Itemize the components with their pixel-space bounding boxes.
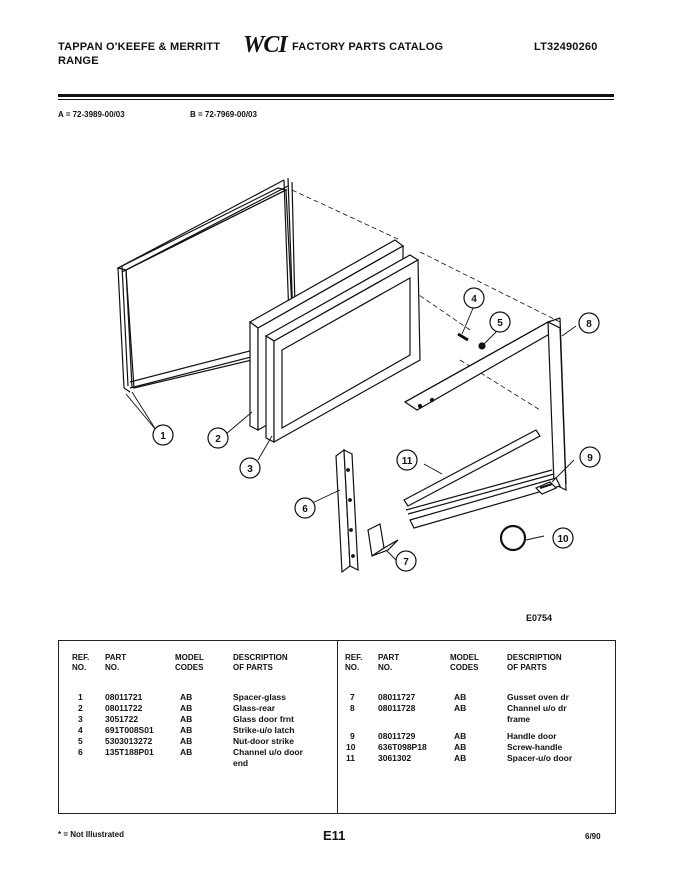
model-a: A = 72-3989-00/03 <box>58 110 125 119</box>
callout-1: 1 <box>160 431 166 442</box>
channel-door-end <box>336 450 358 572</box>
header-desc-left: DESCRIPTION OF PARTS <box>233 653 288 672</box>
catalog-id: LT32490260 <box>534 41 598 53</box>
callout-6: 6 <box>302 504 308 515</box>
header-ref-right: REF. NO. <box>345 653 363 672</box>
diagram-code: E0754 <box>526 613 553 623</box>
callout-9: 9 <box>587 453 593 464</box>
callout-2: 2 <box>215 434 221 445</box>
callout-7: 7 <box>403 557 409 568</box>
catalog-title: FACTORY PARTS CATALOG <box>292 41 444 53</box>
callout-11: 11 <box>401 456 413 467</box>
header-model-right: MODEL CODES <box>450 653 479 672</box>
callout-4: 4 <box>471 294 477 305</box>
parts-catalog-page: TAPPAN O'KEEFE & MERRITT RANGE WCI FACTORY PARTS CATALOG LT32490260 A = 72-3989-00/03 B = 72-7969-00/03 1 2 3 4 5 6 7 8 9 10 11 E0754 REF. NO. PART NO. MODEL CODES DESCRIPTION OF PARTS REF. NO. PART NO. MODEL CODES DESCRIPTION OF PARTS 1 08011721 AB Spacer-glass 2 08011722 AB Glass-rear 3 3051722 AB Glass door frnt 4 691T008S01 AB Strike-u/o latch 5 5303013272 AB Nut-door strike 6 135T188P01 AB Channel u/o door end 7 08011727 AB Gusset oven dr 8 08011728 AB Channel u/o dr frame 9 08011729 AB Handle door 10 636T098P18 AB Screw-handle 11 3061302 AB Spacer-u/o door * = Not Illustrated E11 6/90 <box>0 0 680 873</box>
header-part-right: PART NO. <box>378 653 400 672</box>
callout-5: 5 <box>497 318 503 329</box>
spacer-bottom <box>401 430 560 528</box>
callout-3: 3 <box>247 464 253 475</box>
table-divider <box>337 640 338 813</box>
header-ref-left: REF. NO. <box>72 653 90 672</box>
brand-line-1: TAPPAN O'KEEFE & MERRITT <box>58 41 221 53</box>
wci-logo: WCI <box>243 32 287 58</box>
page-number: E11 <box>323 828 346 843</box>
model-b: B = 72-7969-00/03 <box>190 110 257 119</box>
revision-date: 6/90 <box>585 832 601 841</box>
callout-8: 8 <box>586 319 592 330</box>
footnote: * = Not Illustrated <box>58 830 125 839</box>
header-desc-right: DESCRIPTION OF PARTS <box>507 653 562 672</box>
callout-10: 10 <box>557 534 569 545</box>
header-part-left: PART NO. <box>105 653 127 672</box>
brand-line-2: RANGE <box>58 55 99 67</box>
header-model-left: MODEL CODES <box>175 653 204 672</box>
gusset-bracket <box>368 524 398 556</box>
strike-latch <box>458 334 485 349</box>
